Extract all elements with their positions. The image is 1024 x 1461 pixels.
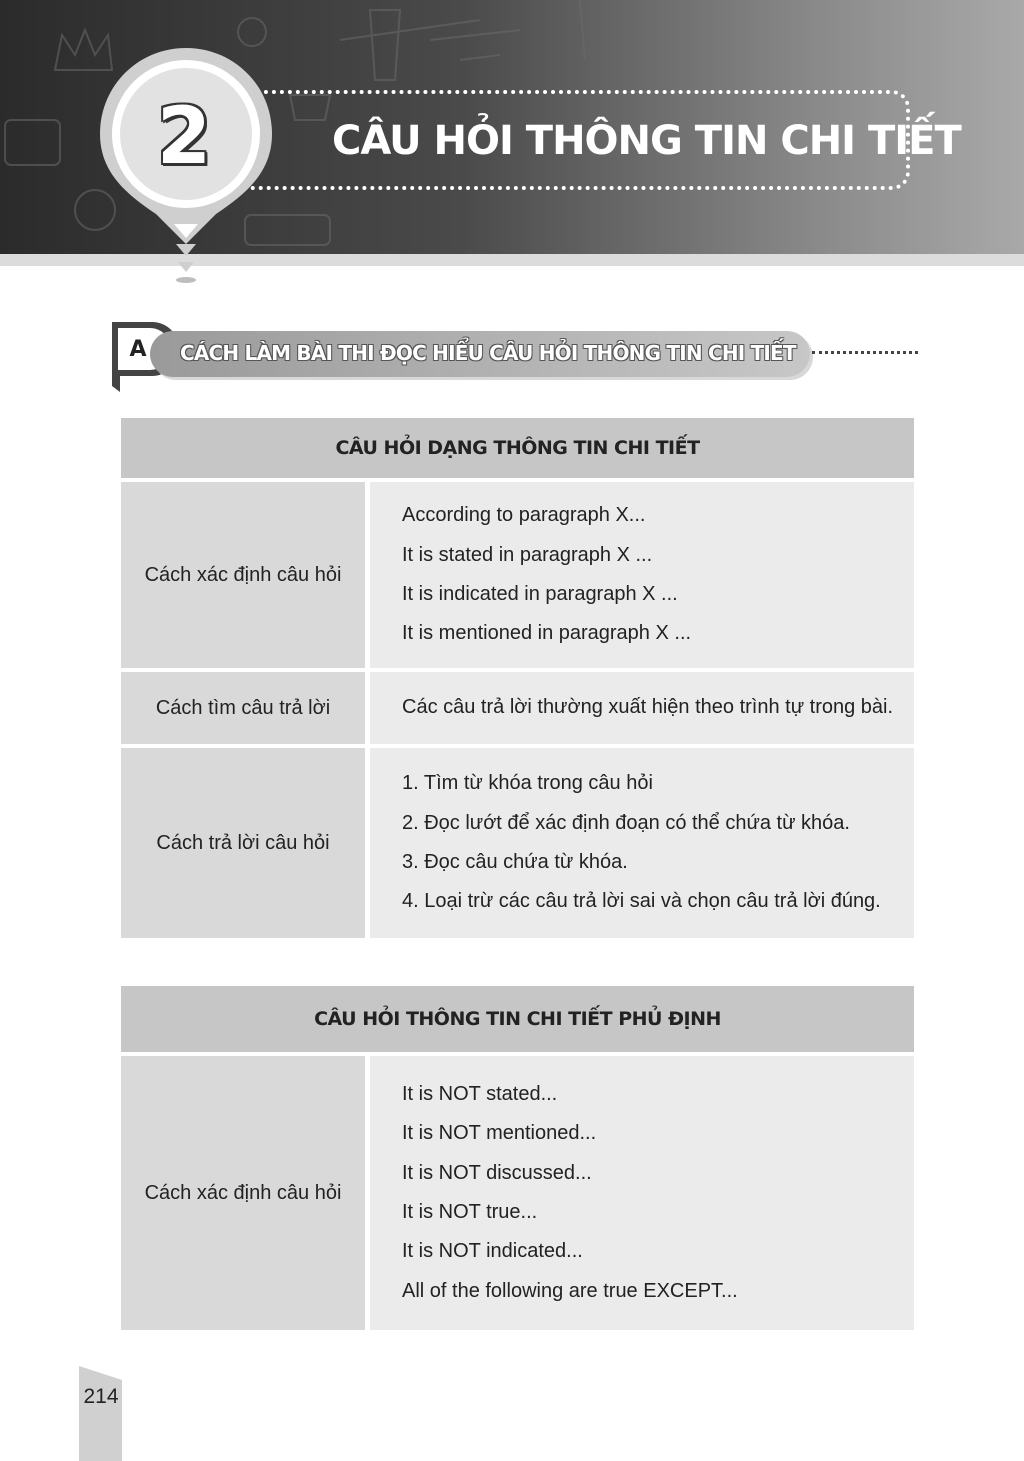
section-dotted-line bbox=[812, 351, 918, 354]
section-title: CÁCH LÀM BÀI THI ĐỌC HIỂU CÂU HỎI THÔNG TIN CHI TIẾT bbox=[180, 341, 796, 365]
content-line: It is NOT discussed... bbox=[402, 1161, 592, 1184]
detail-question-table bbox=[121, 418, 914, 938]
table-row bbox=[121, 672, 914, 744]
table-row bbox=[121, 748, 914, 938]
page-number-tab bbox=[79, 1366, 122, 1461]
row-label: Cách xác định câu hỏi bbox=[121, 482, 365, 668]
content-line: It is stated in paragraph X ... bbox=[402, 543, 653, 566]
content-line: It is NOT mentioned... bbox=[402, 1122, 597, 1145]
content-line: It is indicated in paragraph X ... bbox=[402, 583, 678, 605]
chapter-number: 2 bbox=[156, 92, 212, 182]
row-content bbox=[370, 672, 914, 744]
content-line: 2. Đọc lướt để xác định đoạn có thể chứa từ khóa. bbox=[402, 811, 850, 834]
table-row bbox=[121, 1056, 914, 1330]
row-label: Cách trả lời câu hỏi bbox=[121, 748, 365, 938]
content-line: According to paragraph X... bbox=[402, 504, 646, 527]
content-line: All of the following are true EXCEPT... bbox=[402, 1279, 738, 1302]
page-number: 214 bbox=[83, 1385, 119, 1408]
negative-detail-question-table bbox=[121, 986, 914, 1330]
row-label: Cách xác định câu hỏi bbox=[121, 1056, 365, 1330]
table-header: CÂU HỎI DẠNG THÔNG TIN CHI TIẾT bbox=[121, 418, 914, 478]
row-content bbox=[370, 482, 914, 668]
table-row bbox=[121, 482, 914, 668]
row-content bbox=[370, 748, 914, 938]
content-line: It is NOT indicated... bbox=[402, 1240, 583, 1263]
content-line: 4. Loại trừ các câu trả lời sai và chọn câu trả lời đúng. bbox=[402, 890, 881, 913]
content-line: Các câu trả lời thường xuất hiện theo trình tự trong bài. bbox=[402, 696, 894, 719]
content-line: 3. Đọc câu chứa từ khóa. bbox=[402, 851, 628, 873]
content-line: It is mentioned in paragraph X ... bbox=[402, 622, 692, 645]
chapter-title: CÂU HỎI THÔNG TIN CHI TIẾT bbox=[332, 118, 961, 164]
content-line: It is NOT stated... bbox=[402, 1083, 558, 1106]
row-label: Cách tìm câu trả lời bbox=[121, 672, 365, 744]
content-line: 1. Tìm từ khóa trong câu hỏi bbox=[402, 772, 653, 795]
section-letter: A bbox=[129, 337, 147, 362]
row-content bbox=[370, 1056, 914, 1330]
content-line: It is NOT true... bbox=[402, 1201, 538, 1223]
table-header: CÂU HỎI THÔNG TIN CHI TIẾT PHỦ ĐỊNH bbox=[121, 986, 914, 1052]
